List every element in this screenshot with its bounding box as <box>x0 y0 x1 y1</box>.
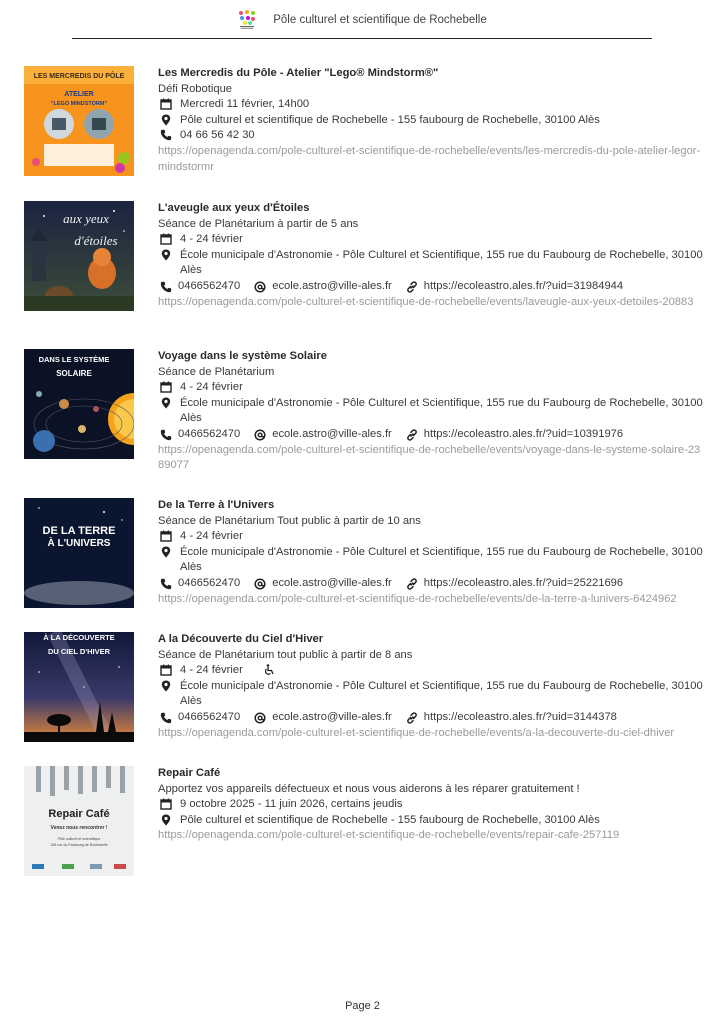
event-location: École municipale d'Astronomie - Pôle Culturel et Scientifique, 155 rue du Faubourg de Rochebelle, 30100 Alès <box>180 679 703 708</box>
event-location: Pôle culturel et scientifique de Rochebelle - 155 faubourg de Rochebelle, 30100 Alès <box>180 813 600 826</box>
page-header <box>72 0 652 39</box>
event-link[interactable]: https://ecoleastro.ales.fr/?uid=31984944 <box>423 279 624 292</box>
thumb-label: À L'UNIVERS <box>47 538 111 549</box>
phone-icon <box>160 429 172 441</box>
pole-logo-icon <box>237 9 257 31</box>
calendar-icon <box>160 98 172 110</box>
event-thumbnail[interactable] <box>24 66 134 176</box>
link-icon <box>406 429 418 441</box>
page-number: Page 2 <box>345 1000 380 1012</box>
thumb-label: Venez nous rencontrer ! <box>50 825 108 831</box>
thumb-label: SOLAIRE <box>56 369 92 378</box>
event-title[interactable]: Voyage dans le système Solaire <box>158 350 327 362</box>
event-date: 4 - 24 février <box>180 664 243 677</box>
event-item <box>24 766 704 876</box>
event-item <box>24 632 704 742</box>
thumb-label: Pôle culturel et scientifique <box>57 837 101 841</box>
calendar-icon <box>160 381 172 393</box>
thumb-label: ATELIER <box>64 91 94 98</box>
event-phone[interactable]: 04 66 56 42 30 <box>180 129 255 142</box>
map-pin-icon <box>160 249 172 261</box>
event-url[interactable]: https://openagenda.com/pole-culturel-et-scientifique-de-rochebelle/events/a-la-decouverte-du-ciel-dhiver <box>158 726 675 739</box>
event-description: Séance de Planétarium <box>158 365 275 378</box>
event-description: Apportez vos appareils défectueux et nous vous aiderons à les réparer gratuitement ! <box>158 782 580 795</box>
link-icon <box>406 578 418 590</box>
event-url[interactable]: https://openagenda.com/pole-culturel-et-scientifique-de-rochebelle/events/repair-cafe-257119 <box>158 829 620 842</box>
event-url[interactable]: https://openagenda.com/pole-culturel-et-scientifique-de-rochebelle/events/de-la-terre-a-lunivers-6424962 <box>158 592 677 605</box>
link-icon <box>406 281 418 293</box>
thumb-label: DANS LE SYSTÈME <box>38 355 110 364</box>
map-pin-icon <box>160 114 172 126</box>
event-item <box>24 66 704 176</box>
event-email[interactable]: ecole.astro@ville-ales.fr <box>272 576 392 589</box>
calendar-icon <box>160 233 172 245</box>
event-thumbnail[interactable] <box>24 498 134 608</box>
thumb-label: 155 rue du Faubourg de Rochebelle <box>50 843 108 847</box>
event-link[interactable]: https://ecoleastro.ales.fr/?uid=3144378 <box>423 710 617 723</box>
event-thumbnail[interactable] <box>24 349 134 459</box>
event-location: Pôle culturel et scientifique de Rochebelle - 155 faubourg de Rochebelle, 30100 Alès <box>180 113 600 126</box>
event-title[interactable]: L'aveugle aux yeux d'Étoiles <box>158 202 310 214</box>
event-link[interactable]: https://ecoleastro.ales.fr/?uid=10391976 <box>423 427 624 440</box>
event-date: 9 octobre 2025 - 11 juin 2026, certains jeudis <box>180 798 403 811</box>
event-title[interactable]: Les Mercredis du Pôle - Atelier "Lego® Mindstorm®" <box>158 67 439 79</box>
event-phone[interactable]: 0466562470 <box>178 279 241 292</box>
at-sign-icon <box>254 429 266 441</box>
phone-icon <box>160 578 172 590</box>
map-pin-icon <box>160 680 172 692</box>
map-pin-icon <box>160 814 172 826</box>
event-title[interactable]: De la Terre à l'Univers <box>158 499 275 511</box>
thumb-label: aux yeux <box>63 211 109 226</box>
event-item <box>24 349 704 474</box>
wheelchair-accessible-icon <box>263 664 275 676</box>
header-title: Pôle culturel et scientifique de Rochebelle <box>273 14 487 26</box>
thumb-label: À LA DÉCOUVERTE <box>43 633 115 642</box>
event-email[interactable]: ecole.astro@ville-ales.fr <box>272 427 392 440</box>
event-title[interactable]: Repair Café <box>158 767 221 779</box>
at-sign-icon <box>254 281 266 293</box>
event-location: École municipale d'Astronomie - Pôle Culturel et Scientifique, 155 rue du Faubourg de Rochebelle, 30100 Alès <box>180 248 703 277</box>
at-sign-icon <box>254 578 266 590</box>
event-date: 4 - 24 février <box>180 381 243 394</box>
link-icon <box>406 712 418 724</box>
event-thumbnail[interactable] <box>24 766 134 876</box>
phone-icon <box>160 712 172 724</box>
event-phone[interactable]: 0466562470 <box>178 427 241 440</box>
event-thumbnail[interactable] <box>24 632 134 742</box>
event-location: École municipale d'Astronomie - Pôle Culturel et Scientifique, 155 rue du Faubourg de Rochebelle, 30100 Alès <box>180 396 703 425</box>
event-url[interactable]: https://openagenda.com/pole-culturel-et-scientifique-de-rochebelle/events/les-mercredis-du-pole-atelier-legor-mindstormr <box>158 144 701 173</box>
event-date: 4 - 24 février <box>180 530 243 543</box>
event-item <box>24 498 704 608</box>
event-email[interactable]: ecole.astro@ville-ales.fr <box>272 279 392 292</box>
event-date: 4 - 24 février <box>180 233 243 246</box>
thumb-label: d'étoiles <box>74 233 118 248</box>
phone-icon <box>160 281 172 293</box>
event-description: Séance de Planétarium Tout public à partir de 10 ans <box>158 514 421 527</box>
event-url[interactable]: https://openagenda.com/pole-culturel-et-scientifique-de-rochebelle/events/laveugle-aux-yeux-detoiles-20883 <box>158 295 694 308</box>
event-phone[interactable]: 0466562470 <box>178 576 241 589</box>
thumb-label: LES MERCREDIS DU PÔLE <box>33 73 125 80</box>
thumb-label: Repair Café <box>48 808 110 820</box>
event-phone[interactable]: 0466562470 <box>178 710 241 723</box>
map-pin-icon <box>160 546 172 558</box>
event-item <box>24 201 704 311</box>
event-description: Défi Robotique <box>158 82 233 95</box>
event-url[interactable]: https://openagenda.com/pole-culturel-et-scientifique-de-rochebelle/events/voyage-dans-le-systeme-solaire-2389077 <box>158 443 701 472</box>
thumb-label: "LEGO MINDSTORM" <box>50 101 108 107</box>
at-sign-icon <box>254 712 266 724</box>
event-location: École municipale d'Astronomie - Pôle Culturel et Scientifique, 155 rue du Faubourg de Rochebelle, 30100 Alès <box>180 545 703 574</box>
event-title[interactable]: A la Découverte du Ciel d'Hiver <box>158 633 324 645</box>
map-pin-icon <box>160 397 172 409</box>
event-thumbnail[interactable] <box>24 201 134 311</box>
thumb-label: DU CIEL D'HIVER <box>47 647 111 656</box>
thumb-label: DE LA TERRE <box>42 525 116 537</box>
event-email[interactable]: ecole.astro@ville-ales.fr <box>272 710 392 723</box>
calendar-icon <box>160 530 172 542</box>
event-date: Mercredi 11 février, 14h00 <box>180 98 310 111</box>
calendar-icon <box>160 664 172 676</box>
calendar-icon <box>160 798 172 810</box>
event-description: Séance de Planétarium à partir de 5 ans <box>158 217 359 230</box>
event-description: Séance de Planétarium tout public à partir de 8 ans <box>158 648 413 661</box>
phone-icon <box>160 129 172 141</box>
event-link[interactable]: https://ecoleastro.ales.fr/?uid=25221696 <box>423 576 624 589</box>
